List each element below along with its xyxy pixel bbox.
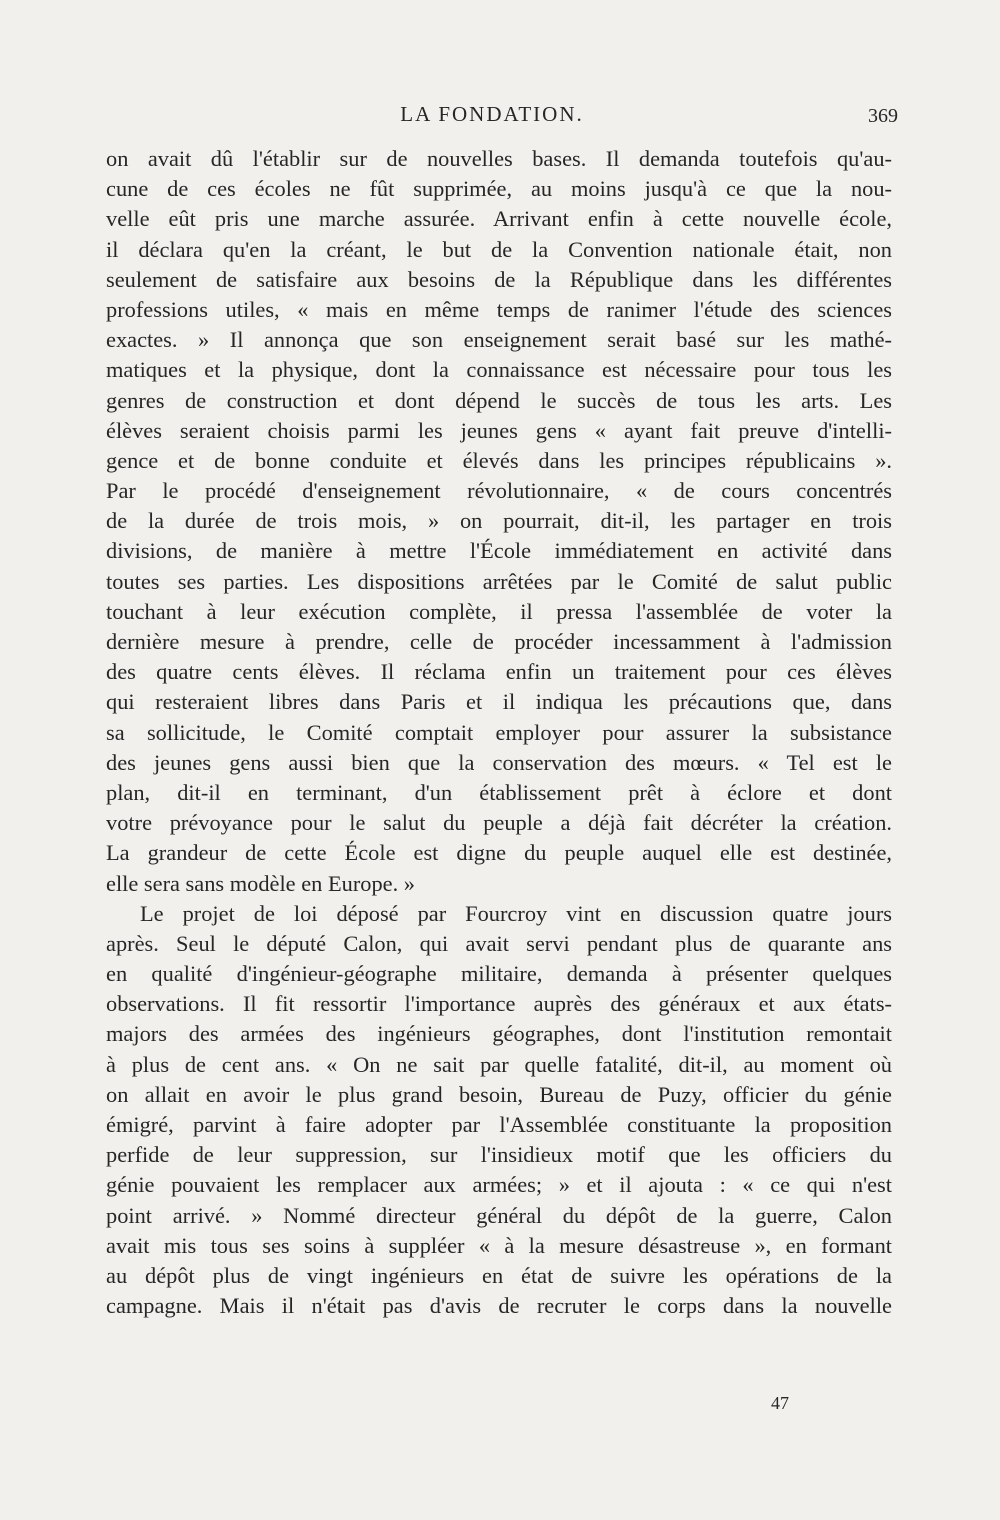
running-title: LA FONDATION. xyxy=(400,102,584,126)
text-line: touchant à leur exécution complète, il pressa l'assemblée de voter la xyxy=(106,598,892,624)
text-line: on avait dû l'établir sur de nouvelles bases. Il demanda toutefois qu'au- xyxy=(106,146,892,171)
text-line: Par le procédé d'enseignement révolutionnaire, « de cours concentrés xyxy=(106,478,892,504)
text-line: professions utiles, « mais en même temps de ranimer l'étude des sciences xyxy=(106,296,892,322)
text-line: La grandeur de cette École est digne du peuple auquel elle est destinée, xyxy=(106,840,892,866)
text-line: seulement de satisfaire aux besoins de la République dans les différentes xyxy=(106,266,892,292)
text-line: divisions, de manière à mettre l'École immédiatement en activité dans xyxy=(106,538,892,564)
body-text xyxy=(106,144,892,1321)
text-line: émigré, parvint à faire adopter par l'Assemblée constituante la proposition xyxy=(106,1112,892,1137)
text-line: toutes ses parties. Les dispositions arrêtées par le Comité de salut public xyxy=(106,568,892,594)
text-line: matiques et la physique, dont la connaissance est nécessaire pour tous les xyxy=(106,357,892,383)
text-line: qui resteraient libres dans Paris et il indiqua les précautions que, dans xyxy=(106,689,892,715)
text-line: point arrivé. » Nommé directeur général du dépôt de la guerre, Calon xyxy=(106,1202,892,1228)
text-line: Le projet de loi déposé par Fourcroy vint en discussion quatre jours xyxy=(140,900,892,926)
signature-mark: 47 xyxy=(771,1393,789,1413)
text-line: on allait en avoir le plus grand besoin, Bureau de Puzy, officier du génie xyxy=(106,1081,892,1107)
text-line: perfide de leur suppression, sur l'insidieux motif que les officiers du xyxy=(106,1142,892,1168)
text-line: après. Seul le député Calon, qui avait servi pendant plus de quarante ans xyxy=(106,930,892,956)
text-line: des jeunes gens aussi bien que la conservation des mœurs. « Tel est le xyxy=(106,749,892,775)
text-line: gence et de bonne conduite et élevés dans les principes républicains ». xyxy=(106,447,892,473)
text-line: il déclara qu'en la créant, le but de la Convention nationale était, non xyxy=(106,236,892,262)
text-line: sa sollicitude, le Comité comptait employer pour assurer la subsistance xyxy=(106,719,892,745)
text-line: cune de ces écoles ne fût supprimée, au moins jusqu'à ce que la nou- xyxy=(106,176,892,202)
text-line: exactes. » Il annonça que son enseignement serait basé sur les mathé- xyxy=(106,327,892,353)
text-line: genres de construction et dont dépend le succès de tous les arts. Les xyxy=(106,387,892,413)
text-line: de la durée de trois mois, » on pourrait, dit-il, les partager en trois xyxy=(106,508,892,534)
text-line: à plus de cent ans. « On ne sait par quelle fatalité, dit-il, au moment où xyxy=(106,1051,892,1077)
text-line: observations. Il fit ressortir l'importance auprès des généraux et aux états- xyxy=(106,991,892,1017)
text-line: campagne. Mais il n'était pas d'avis de recruter le corps dans la nouvelle xyxy=(106,1293,892,1319)
text-line: génie pouvaient les remplacer aux armées; » et il ajouta : « ce qui n'est xyxy=(106,1172,892,1198)
page-header xyxy=(106,98,898,130)
text-line: en qualité d'ingénieur-géographe militaire, demanda à présenter quelques xyxy=(106,961,892,987)
text-line: majors des armées des ingénieurs géographes, dont l'institution remontait xyxy=(106,1021,892,1047)
text-line: élèves seraient choisis parmi les jeunes gens « ayant fait preuve d'intelli- xyxy=(106,417,892,443)
text-line: velle eût pris une marche assurée. Arrivant enfin à cette nouvelle école, xyxy=(106,206,892,232)
text-line: au dépôt plus de vingt ingénieurs en état de suivre les opérations de la xyxy=(106,1262,892,1288)
text-line: elle sera sans modèle en Europe. » xyxy=(106,870,415,896)
text-line: avait mis tous ses soins à suppléer « à la mesure désastreuse », en formant xyxy=(106,1232,892,1258)
text-line: plan, dit-il en terminant, d'un établissement prêt à éclore et dont xyxy=(106,779,892,805)
page-number: 369 xyxy=(868,105,898,127)
text-line: dernière mesure à prendre, celle de procéder incessamment à l'admission xyxy=(106,629,892,654)
text-line: des quatre cents élèves. Il réclama enfin un traitement pour ces élèves xyxy=(106,659,892,685)
text-line: votre prévoyance pour le salut du peuple a déjà fait décréter la création. xyxy=(106,810,892,836)
